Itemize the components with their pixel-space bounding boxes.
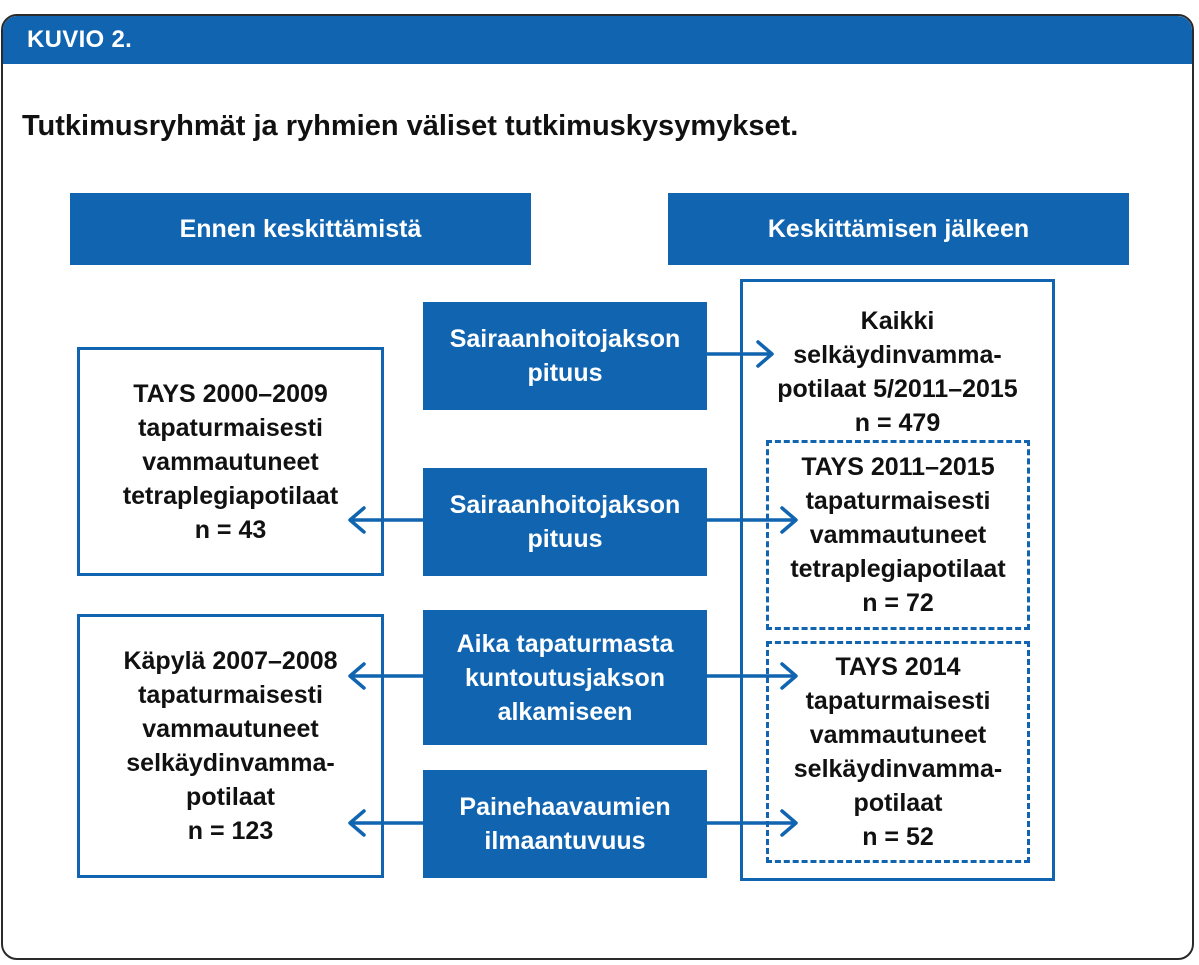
question-line: kuntoutusjakson <box>464 663 665 692</box>
group-line: TAYS 2011–2015 <box>801 453 995 481</box>
figure-label: KUVIO 2. <box>27 26 133 53</box>
question-line: ilmaantuvuus <box>484 827 646 855</box>
group-line: tapaturmaisesti <box>805 487 991 515</box>
group-line: potilaat <box>186 783 275 811</box>
group-line: Käpylä 2007–2008 <box>123 647 338 675</box>
group-count: n = 479 <box>854 409 941 437</box>
arrow-right-icon <box>707 508 796 532</box>
question-line: alkamiseen <box>497 697 633 726</box>
group-line: selkäydinvamma- <box>793 755 1003 783</box>
group-line: vammautuneet <box>809 721 987 749</box>
arrow-left-icon <box>350 664 423 688</box>
group-line: tapaturmaisesti <box>138 413 323 442</box>
question-line: pituus <box>527 525 603 553</box>
group-line: tetraplegiapotilaat <box>790 555 1006 583</box>
group-line: tapaturmaisesti <box>805 687 991 715</box>
column-header-before-label: Ennen keskittämistä <box>179 215 422 243</box>
group-count: n = 52 <box>862 823 934 851</box>
arrow-left-icon <box>350 508 423 532</box>
group-line: selkäydinvamma- <box>126 749 335 777</box>
arrow-right-icon <box>707 664 796 688</box>
question-line: Sairaanhoitojakson <box>449 325 681 353</box>
group-line: vammautuneet <box>142 715 319 743</box>
question-line: Painehaavaumien <box>459 793 671 821</box>
group-line: TAYS 2014 <box>835 653 961 681</box>
group-line: tetraplegiapotilaat <box>122 481 339 510</box>
group-count: n = 123 <box>187 817 274 845</box>
question-line: Sairaanhoitojakson <box>449 491 681 519</box>
arrow-right-icon <box>707 811 796 835</box>
group-line: potilaat 5/2011–2015 <box>777 375 1018 403</box>
group-line: Kaikki <box>860 307 935 335</box>
arrow-left-icon <box>350 811 423 835</box>
question-line: Aika tapaturmasta <box>456 629 674 658</box>
question-line: pituus <box>527 359 603 387</box>
arrow-right-icon <box>707 342 772 366</box>
group-line: selkäydinvamma- <box>793 341 1002 369</box>
group-count: n = 72 <box>862 589 934 617</box>
group-line: potilaat <box>853 789 943 817</box>
figure-title: Tutkimusryhmät ja ryhmien väliset tutkimuskysymykset. <box>22 110 799 142</box>
group-line: tapaturmaisesti <box>138 681 323 709</box>
group-line: vammautuneet <box>809 521 987 549</box>
group-line: TAYS 2000–2009 <box>133 379 328 408</box>
group-line: vammautuneet <box>142 447 319 476</box>
group-count: n = 43 <box>194 515 267 544</box>
column-header-after-label: Keskittämisen jälkeen <box>767 215 1030 243</box>
